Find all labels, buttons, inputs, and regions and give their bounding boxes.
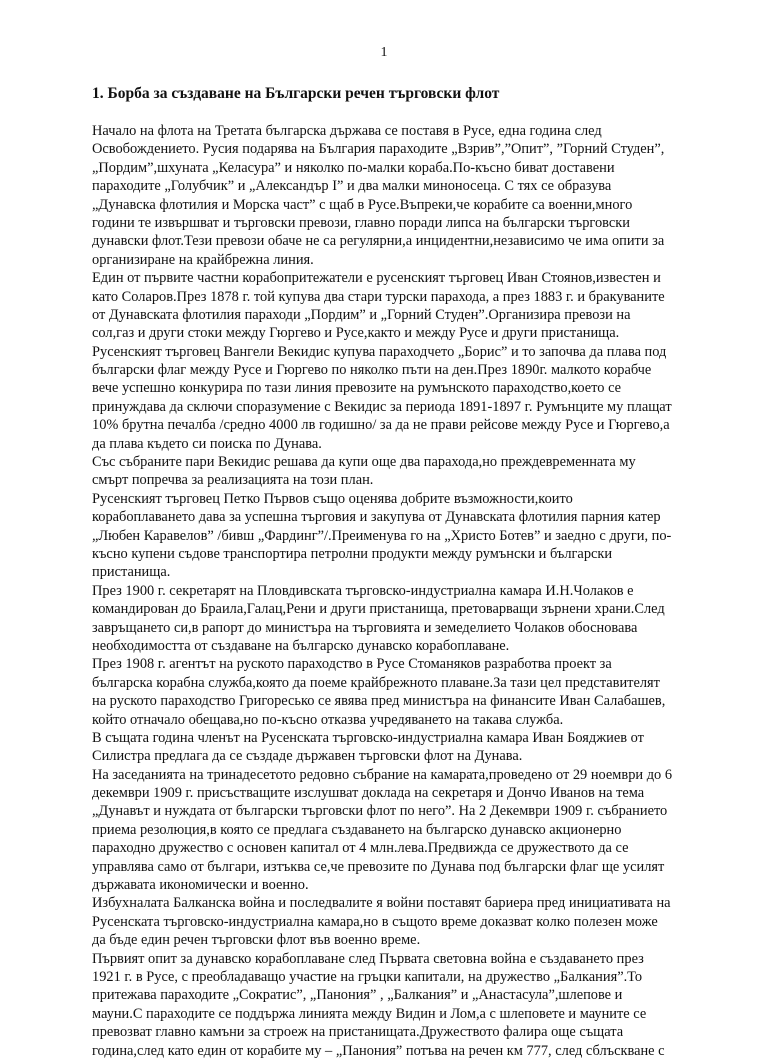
text-line: превозват главно камъни за строеж на пристанищата.Дружеството фалира още същата [92, 1024, 624, 1041]
text-line: смърт попречва за реализацията на този план. [92, 472, 374, 489]
text-line: Избухналата Балканска война и последвалите я войни поставят бариера пред инициативата на [92, 895, 671, 912]
text-line: Начало на флота на Третата българска държава се поставя в Русе, една година след [92, 123, 602, 139]
text-line: В същата година членът на Русенската търговско-индустриална камара Иван Бояджиев от [92, 729, 644, 746]
text-line: Силистра предлага да се създаде държавен търговски флот на Дунава. [92, 748, 523, 765]
text-line: необходимостта от създаване на българско дунавско корабоплаване. [92, 637, 510, 654]
text-line: Освобождението. Русия подарява на България параходите „Взрив”,”Опит”, ”Горний Студен”, [92, 141, 665, 158]
text-line: сол,газ и други стоки между Гюргево и Русе,както и между Русе и други пристанища. [92, 325, 620, 342]
text-line: да бъде един речен търговски флот във военно време. [92, 932, 421, 949]
text-line: български флаг между Русе и Гюргево по няколко пъти на ден.През 1890г. малкото корабче [92, 362, 652, 379]
text-line: Русенската търговско-индустриална камара,но в същото време доказват колко полезен може [92, 913, 658, 930]
text-line: държавата икономически и военно. [92, 877, 309, 894]
text-line: Със събраните пари Векидис решава да купи още два парахода,но преждевременната му [92, 454, 636, 471]
text-line: късно купени съдове транспортира петролни продукти между румънски и български [92, 545, 613, 562]
text-line: „Дунавът и нуждата от български търговски флот по него”. На 2 Декември 1909 г. събранието [92, 803, 668, 820]
text-line: „Пордим”,шхуната „Келасура” и няколко по-малки кораба.По-късно биват доставени [92, 159, 615, 176]
text-line: управлява само от българи, изтъква се,че превозите по Дунава под български флаг ще усилят [92, 858, 665, 875]
text-line: 1921 г. в Русе, с преобладаващо участие на гръцки капитали, на дружество „Балкания”.То [92, 968, 643, 985]
text-line: През 1900 г. секретарят на Пловдивската търговско-индустриална камара И.Н.Чолаков е [92, 582, 634, 599]
section-heading: 1. Борба за създаване на Български речен търговски флот [92, 85, 500, 102]
text-line: притежава параходите „Сократис”, „Панония” , „Балкания” и „Анастасула”,шлепове и [92, 987, 623, 1004]
text-line: дунавски флот.Тези превози обаче не са регулярни,а инцидентни,независимо че има опити за [92, 233, 665, 250]
text-line: декември 1909 г. присъстващите изслушват доклада на секретаря и Дончо Иванов на тема [92, 785, 645, 802]
text-line: вече успешно конкурира по тази линия превозите на румънското параходство,което се [92, 380, 622, 397]
text-line: На заседанията на тринадесетото редовно събрание на камарата,проведено от 29 ноември до 6 [92, 766, 673, 783]
text-line: година,след като един от корабите му – „Панония” потъва на речен км 777, след сблъскване с [92, 1042, 665, 1059]
text-line: да плава където си поиска по Дунава. [92, 435, 322, 452]
text-line: приема резолюция,в която се предлага създаването на българско дунавско акционерно [92, 821, 622, 838]
text-line: параходите „Голубчик” и „Александър I” и два малки миноносеца. С тях се образува [92, 178, 612, 195]
text-line: мауни.С параходите се поддържа линията между Видин и Лом,а с шлеповете и мауните се [92, 1005, 647, 1022]
text-line: „Любен Каравелов” /бивш „Фардинг”/.Преименува го на „Христо Ботев” и заедно с други, по- [92, 527, 672, 544]
text-line: През 1908 г. агентът на руското параходство в Русе Стоманяков разработва проект за [92, 656, 612, 673]
page-number: 1 [380, 45, 388, 60]
text-line: организиране на крайбрежна линия. [92, 251, 314, 268]
text-line: който отначало обещава,но по-късно отказва учредяването на такава служба. [92, 711, 564, 728]
text-line: параходно дружество с основен капитал от 4 млн.лева.Предвижда се дружеството да се [92, 840, 629, 857]
text-line: от Дунавската флотилия параходи „Пордим” и „Горний Студен”.Организира превози на [92, 306, 631, 323]
text-line: Първият опит за дунавско корабоплаване след Първата световна война е създаването през [92, 950, 644, 967]
text-line: „Дунавска флотилия и Морска част” с щаб в Русе.Въпреки,че корабите са военни,много [92, 196, 633, 213]
text-line: пристанища. [92, 564, 171, 581]
text-line: принуждава да сключи споразумение с Векидис за периода 1891-1897 г. Румънците му плащат [92, 398, 672, 415]
text-line: корабоплаването дава за успешна търговия и закупува от Дунавската флотилия парния катер [92, 509, 661, 526]
body-text [92, 122, 732, 1060]
text-line: като Соларов.През 1878 г. той купува два стари турски парахода, а през 1883 г. и бракуваните [92, 288, 665, 305]
text-line: завръщането си,в рапорт до министъра на търговията и земеделието Чолаков обосновава [92, 619, 638, 636]
text-line: 10% брутна печалба /средно 4000 лв годишно/ за да не прави рейсове между Русе и Гюргево,а [92, 417, 670, 434]
text-line: на руското параходство Григоресько се явява пред министъра на финансите Иван Салабашев, [92, 693, 666, 710]
text-line: Русенският търговец Петко Първов също оценява добрите възможности,които [92, 490, 573, 507]
text-line: Русенският търговец Вангели Векидис купува параходчето „Борис” и то започва да плава под [92, 343, 667, 360]
text-line: години те извършват и търговски превози, главно поради липса на български търговски [92, 214, 630, 231]
text-line: българска корабна служба,която да поеме крайбрежното плаване.За тази цел представителят [92, 674, 660, 691]
text-line: командирован до Браила,Галац,Рени и други пристанища, претоварващи зърнени храни.След [92, 601, 665, 618]
text-line: Един от първите частни корабопритежатели е русенският търговец Иван Стоянов,известен и [92, 270, 661, 287]
